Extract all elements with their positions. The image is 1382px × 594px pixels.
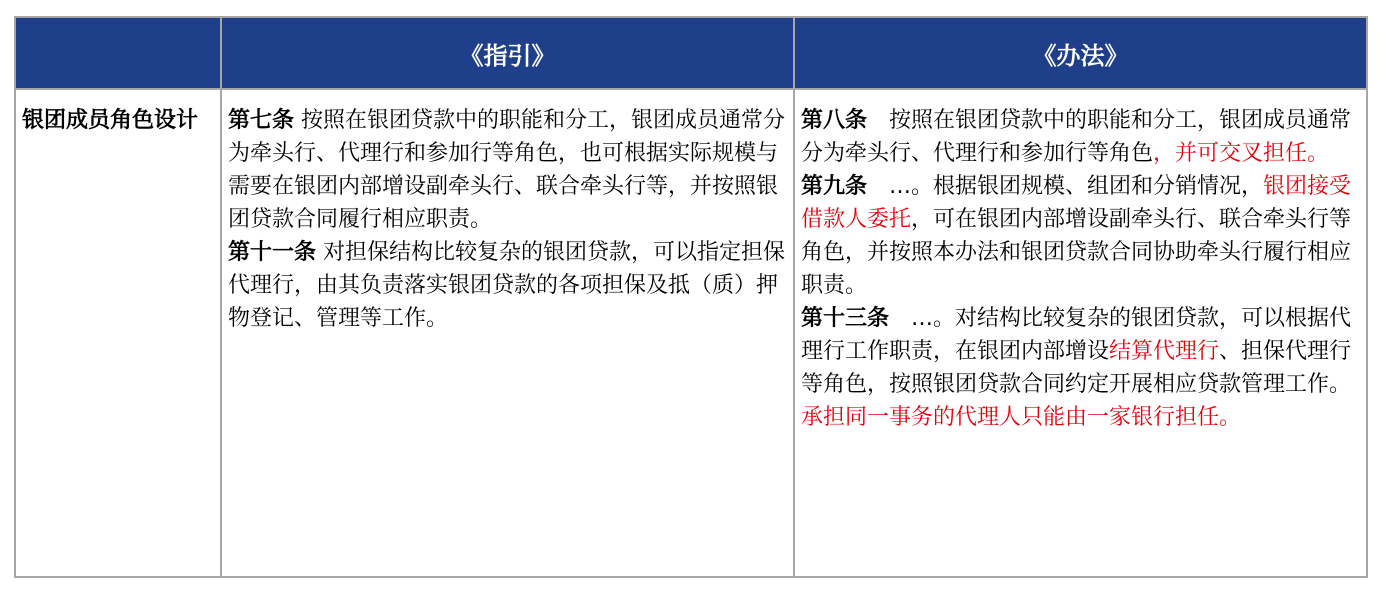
article-text: 对担保结构比较复杂的银团贷款，可以指定担保代理行，由其负责落实银团贷款的各项担保及抵（质）押物登记、管理等工作。: [228, 240, 786, 331]
highlighted-text: 银团接受借款人委托: [801, 174, 1352, 232]
header-measures: 《办法》: [794, 17, 1367, 89]
article-text: …。根据银团规模、组团和分销情况，: [867, 174, 1264, 199]
guideline-article-11: [228, 236, 787, 335]
header-empty-cell: [15, 17, 221, 89]
measures-article-13: [801, 302, 1360, 434]
article-number: 第十一条: [228, 240, 317, 265]
guideline-article-7: [228, 104, 787, 236]
header-row: [15, 17, 1367, 89]
article-text: 、担保代理行等角色，按照银团贷款合同约定开展相应贷款管理工作。: [801, 339, 1352, 397]
table-row: [15, 89, 1367, 577]
article-text: 按照在银团贷款中的职能和分工，银团成员通常分为牵头行、代理行和参加行等角色: [801, 108, 1352, 166]
article-text: …。对结构比较复杂的银团贷款，可以根据代理行工作职责，在银团内部增设: [801, 306, 1352, 364]
article-text: ，可在银团内部增设副牵头行、联合牵头行等角色，并按照本办法和银团贷款合同协助牵头行履行相应职责。: [801, 207, 1352, 298]
article-number: 第十三条: [801, 306, 890, 331]
article-number: 第八条: [801, 108, 868, 133]
measures-article-8: [801, 104, 1360, 170]
article-text: 按照在银团贷款中的职能和分工，银团成员通常分为牵头行、代理行和参加行等角色，也可根据实际规模与需要在银团内部增设副牵头行、联合牵头行等，并按照银团贷款合同履行相应职责。: [228, 108, 786, 232]
article-number: 第七条: [228, 108, 295, 133]
measures-article-9: [801, 170, 1360, 302]
row-label: 银团成员角色设计: [15, 89, 221, 577]
article-number: 第九条: [801, 174, 868, 199]
header-guideline: 《指引》: [221, 17, 794, 89]
comparison-table: [14, 16, 1368, 578]
highlighted-text: ，并可交叉担任。: [1153, 141, 1330, 166]
highlighted-text: 结算代理行: [1109, 339, 1220, 364]
guideline-cell: [221, 89, 794, 577]
measures-cell: [794, 89, 1367, 577]
highlighted-text: 承担同一事务的代理人只能由一家银行担任。: [801, 405, 1242, 430]
